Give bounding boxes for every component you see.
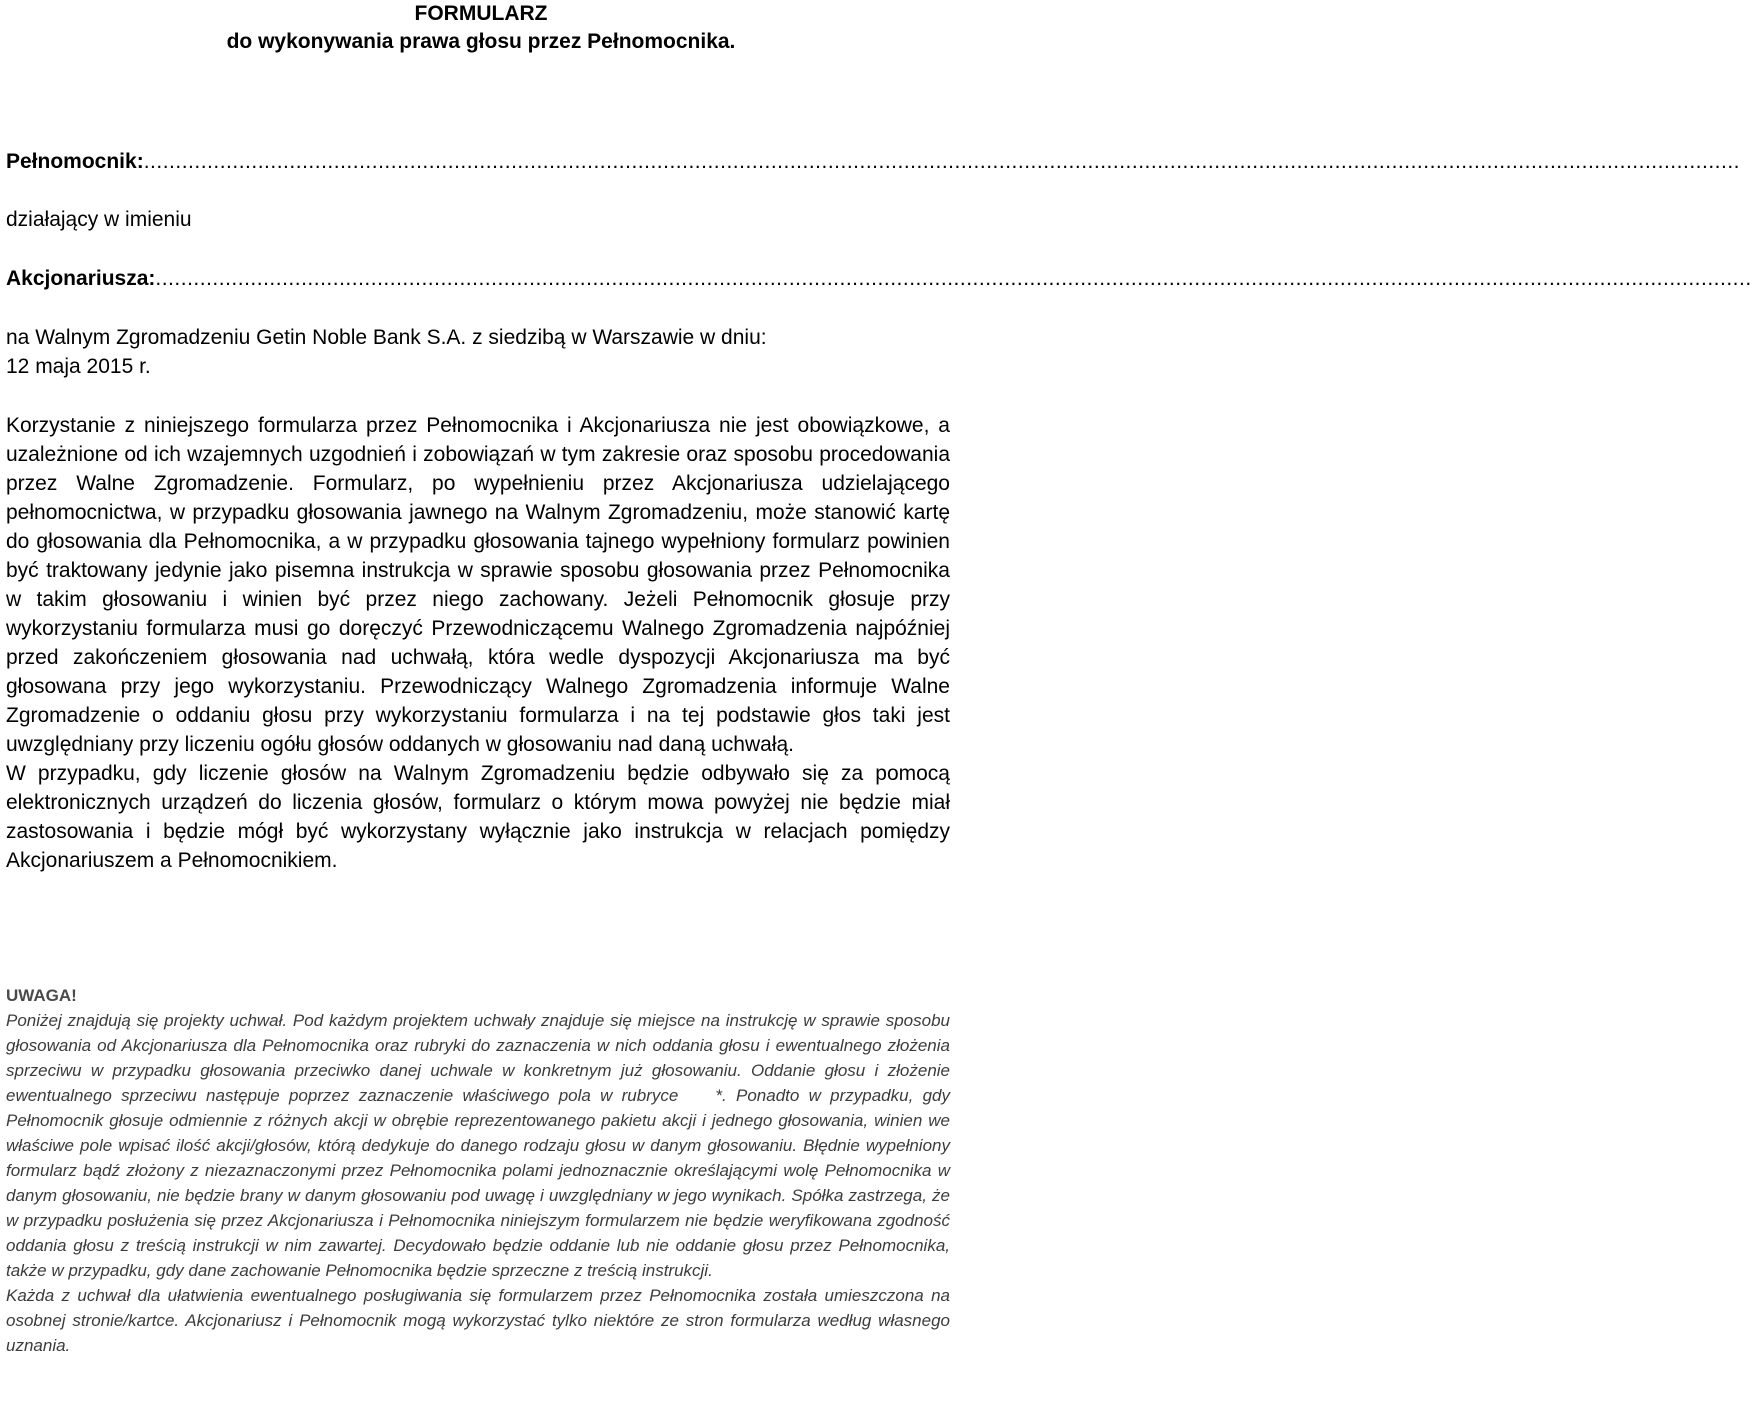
- notice-paragraph-1: Poniżej znajdują się projekty uchwał. Pod każdym projektem uchwały znajduje się miejsce na instrukcję w sprawie sposobu głosowania od Akcjonariusza dla Pełnomocnika oraz rubryki do zaznaczenia w nich oddania głosu i ewentualnego złożenia sprzeciwu w przypadku głosowania przeciwko danej uchwale w konkretnym już głosowaniu. Oddanie głosu i złożenie ewentualnego sprzeciwu następuje poprzez zaznaczenie właściwego pola w rubryce *. Ponadto w przypadku, gdy Pełnomocnik głosuje odmiennie z różnych akcji w obrębie reprezentowanego pakietu akcji i jednego głosowania, winien we właściwe pole wpisać ilość akcji/głosów, którą dedykuje do danego rodzaju głosu w danym głosowaniu. Błędnie wypełniony formularz bądź złożony z niezaznaczonymi przez Pełnomocnika polami jednoznacznie określającymi wolę Pełnomocnika w danym głosowaniu, nie będzie brany w danym głosowaniu pod uwagę i uwzględniany w jego wynikach. Spółka zastrzega, że w przypadku posłużenia się przez Akcjonariusza i Pełnomocnika niniejszym formularzem nie będzie weryfikowana zgodność oddania głosu z treścią instrukcji w nim zawartej. Decydowało będzie oddanie lub nie oddanie głosu przez Pełnomocnika, także w przypadku, gdy dane zachowanie Pełnomocnika będzie sprzeczne z treścią instrukcji.: [6, 1011, 950, 1280]
- title-line-2: do wykonywania prawa głosu przez Pełnomocnika.: [226, 30, 736, 53]
- meeting-date: 12 maja 2015 r.: [6, 355, 151, 378]
- pelnomocnik-field: [6, 148, 1740, 176]
- akcjonariusz-label: Akcjonariusza:: [6, 267, 156, 290]
- akcjonariusz-field: [6, 265, 1752, 293]
- akcjonariusz-fill-line: ............................................................................................................................................................................................................................................................: [155, 267, 1752, 290]
- main-body: [6, 411, 950, 875]
- body-paragraph-2: W przypadku, gdy liczenie głosów na Walnym Zgromadzeniu będzie odbywało się za pomocą elektronicznych urządzeń do liczenia głosów, formularz o którym mowa powyżej nie będzie miał zastosowania i będzie mógł być wykorzystany wyłącznie jako instrukcja w relacjach pomiędzy Akcjonariuszem a Pełnomocnikiem.: [6, 762, 950, 872]
- body-paragraph-1: Korzystanie z niniejszego formularza przez Pełnomocnika i Akcjonariusza nie jest obowiązkowe, a uzależnione od ich wzajemnych uzgodnień i zobowiązań w tym zakresie oraz sposobu procedowania przez Walne Zgromadzenie. Formularz, po wypełnieniu przez Akcjonariusza udzielającego pełnomocnictwa, w przypadku głosowania jawnego na Walnym Zgromadzeniu, może stanowić kartę do głosowania dla Pełnomocnika, a w przypadku głosowania tajnego wypełniony formularz powinien być traktowany jedynie jako pisemna instrukcja w sprawie sposobu głosowania przez Pełnomocnika w takim głosowaniu i winien być przez niego zachowany. Jeżeli Pełnomocnik głosuje przy wykorzystaniu formularza musi go doręczyć Przewodniczącemu Walnego Zgromadzenia najpóźniej przed zakończeniem głosowania nad uchwałą, która wedle dyspozycji Akcjonariusza ma być głosowana przy jego wykorzystaniu. Przewodniczący Walnego Zgromadzenia informuje Walne Zgromadzenie o oddaniu głosu przy wykorzystaniu formularza i na tej podstawie głos taki jest uwzględniany przy liczeniu ogółu głosów oddanych w głosowaniu nad daną uchwałą.: [6, 414, 950, 756]
- acting-on-behalf-text: działający w imieniu: [6, 208, 192, 231]
- pelnomocnik-fill-line: ............................................................................................................................................................................................................................................................: [143, 150, 1740, 173]
- notice-label: UWAGA!: [6, 986, 77, 1005]
- form-page: [6, 0, 1752, 1355]
- form-title: [6, 0, 956, 56]
- meeting-text: na Walnym Zgromadzeniu Getin Noble Bank S.A. z siedzibą w Warszawie w dniu:: [6, 326, 767, 349]
- notice-section: [6, 984, 950, 1358]
- notice-paragraph-2: Każda z uchwał dla ułatwienia ewentualnego posługiwania się formularzem przez Pełnomocnika została umieszczona na osobnej stronie/kartce. Akcjonariusz i Pełnomocnik mogą wykorzystać tylko niektóre ze stron formularza według własnego uznania.: [6, 1286, 950, 1355]
- pelnomocnik-label: Pełnomocnik:: [6, 150, 144, 173]
- title-line-1: FORMULARZ: [414, 2, 548, 25]
